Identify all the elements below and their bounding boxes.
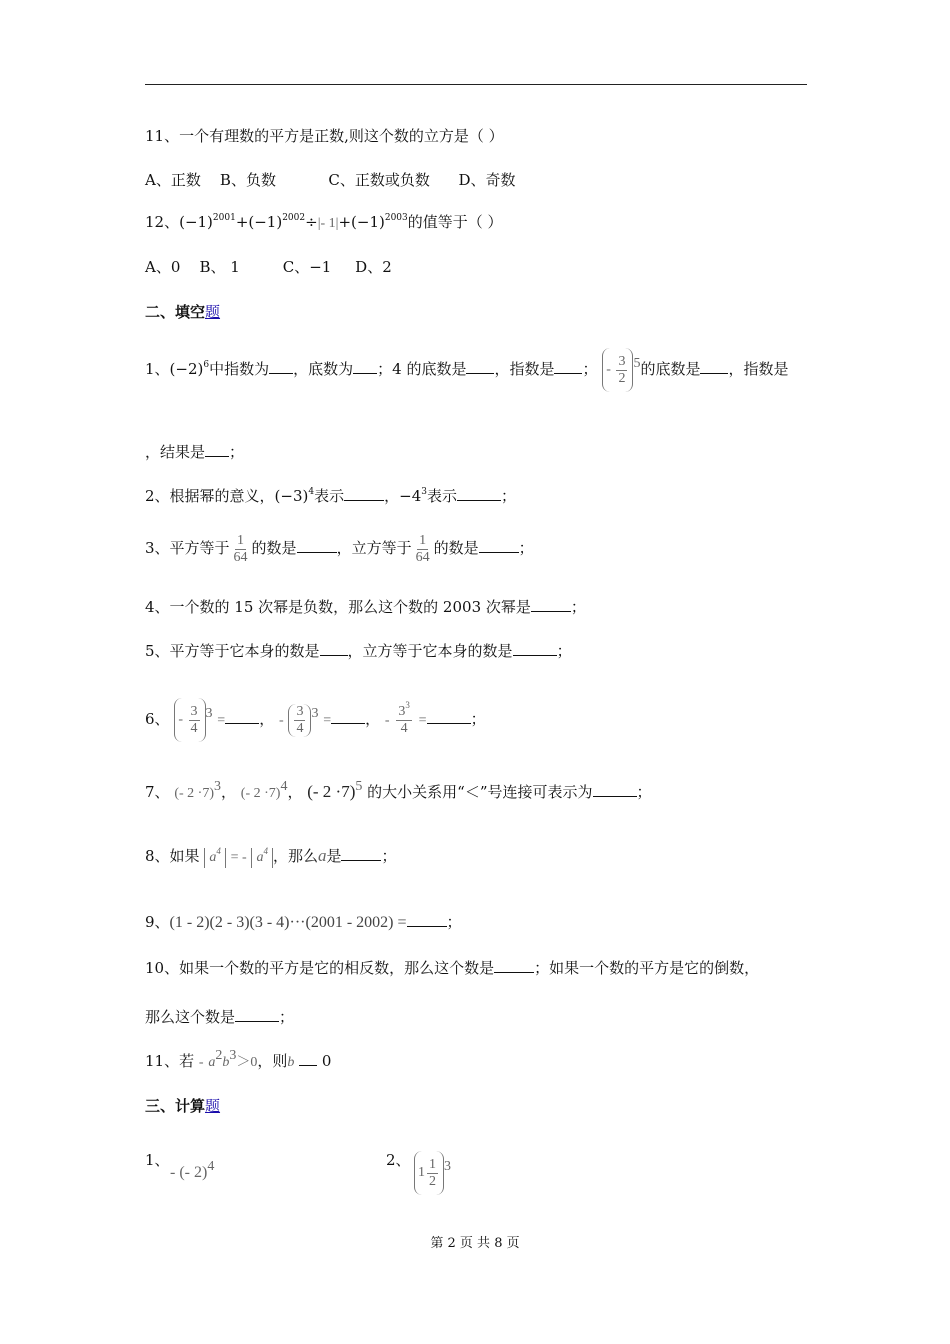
fill-question-1-cont: ，结果是 ；	[145, 443, 245, 461]
fill-question-4: 4、一个数的 15 次幂是负数，那么这个数的 2003 次幂是 ；	[145, 598, 586, 616]
answer-blank[interactable]	[320, 641, 348, 656]
answer-blank[interactable]	[700, 359, 728, 374]
fraction: $\frac{3^3}{4}$	[398, 699, 410, 736]
question-12-options: A、0 B、 1 C、−1 D、2	[145, 258, 392, 276]
section-fill-in-link[interactable]: 题	[205, 303, 221, 321]
answer-blank[interactable]	[341, 846, 381, 861]
fill-question-11: 11、若 - $a^2b^3>0$，则b 0	[145, 1048, 332, 1070]
fill-question-9: 9、(1 - 2)(2 - 3)(3 - 4)···(2001 - 2002) = ；	[145, 913, 462, 931]
answer-blank[interactable]	[235, 1007, 279, 1022]
answer-blank[interactable]	[479, 538, 519, 553]
answer-blank[interactable]	[593, 782, 637, 797]
answer-blank[interactable]	[513, 641, 557, 656]
fill-question-10: 10、如果一个数的平方是它的相反数，那么这个数是 ；如果一个数的平方是它的倒数，	[145, 959, 760, 977]
absolute-value: $a^4$	[204, 848, 226, 868]
answer-blank[interactable]	[353, 359, 377, 374]
fraction-paren: - $\frac{3}{4}$	[174, 698, 205, 742]
answer-blank[interactable]	[269, 359, 293, 374]
answer-blank[interactable]	[205, 442, 229, 457]
answer-blank[interactable]	[531, 597, 571, 612]
question-11: 11、一个有理数的平方是正数,则这个数的立方是（ ）	[145, 127, 504, 145]
fraction-paren	[288, 704, 311, 737]
calc-question-2-expr: 1 $\frac{1}{2}$ $^3$	[414, 1150, 451, 1195]
page-footer: 第 2 页 共 8 页	[430, 1236, 520, 1251]
answer-blank[interactable]	[407, 912, 447, 927]
answer-blank[interactable]	[494, 958, 534, 973]
section-calculation-heading: 三、计算题	[145, 1097, 221, 1115]
fraction: $\frac{1}{64}$	[415, 532, 430, 565]
section-calculation-link[interactable]: 题	[205, 1097, 221, 1115]
question-11-options: A、正数 B、负数 C、正数或负数 D、奇数	[145, 171, 516, 189]
answer-blank[interactable]	[331, 709, 365, 724]
section-fill-in-heading: 二、填空题	[145, 303, 221, 321]
answer-blank[interactable]	[344, 486, 384, 501]
answer-blank[interactable]	[466, 359, 494, 374]
question-12: 12、$(-1)^{2001}+(-1)^{2002}\div|-$ $1|+(-1)^{2003}$的值等于（ ）	[145, 213, 503, 231]
fill-question-10-cont: 那么这个数是 ；	[145, 1008, 295, 1026]
fill-question-2: 2、根据幂的意义，$(-3)^4$表示 ，$-4^3$表示 ；	[145, 487, 517, 505]
answer-blank[interactable]	[427, 709, 471, 724]
answer-blank[interactable]	[297, 538, 337, 553]
mixed-number-paren: 1 $\frac{1}{2}$	[414, 1151, 444, 1195]
absolute-value: $a^4$	[251, 848, 273, 868]
fraction: $\frac{3}{4}$	[296, 703, 304, 736]
fraction-paren: - $\frac{3}{2}$	[602, 348, 633, 392]
fill-question-3: 3、平方等于 $\frac{1}{64}$ 的数是 ，立方等于 $\frac{1}{64}$ 的数是 ；	[145, 532, 534, 565]
fraction: $\frac{3}{4}$	[190, 703, 198, 736]
fraction: $\frac{3}{2}$	[618, 353, 626, 386]
answer-blank[interactable]	[554, 359, 582, 374]
fill-question-7: 7、 (- 2 ·7)$^3$， (- 2 ·7)$^4$， (- 2 ·7)$^5$ 的大小关系用“＜”号连接可表示为 ；	[145, 779, 652, 801]
fill-question-1: 1、$(-2)^6$中指数为 ，底数为 ；4 的底数是 ，指数是 ； - $\frac{3}{2}$ $^5$的底数是 ，指数是	[145, 347, 788, 392]
fraction: $\frac{1}{64}$	[233, 532, 248, 565]
answer-blank[interactable]	[225, 709, 259, 724]
calc-question-1: 1、	[145, 1151, 170, 1169]
calc-question-1-expr: - (- 2)$^4$	[170, 1159, 215, 1181]
calc-question-2: 2、	[386, 1151, 411, 1169]
answer-blank[interactable]	[299, 1051, 317, 1066]
fill-question-5: 5、平方等于它本身的数是 ，立方等于它本身的数是 ；	[145, 642, 572, 660]
fill-question-8: 8、如果 $a^4$ = - $a^4$ ，那么a是 ；	[145, 846, 397, 868]
answer-blank[interactable]	[457, 486, 501, 501]
header-rule	[145, 84, 807, 85]
fraction: $\frac{1}{2}$	[429, 1156, 436, 1189]
fill-question-6: 6、 - $\frac{3}{4}$ $^3$ = ， - $\frac{3}{4}$ $^3$ = ， - $\frac{3^3}{4}$ = ；	[145, 697, 486, 743]
